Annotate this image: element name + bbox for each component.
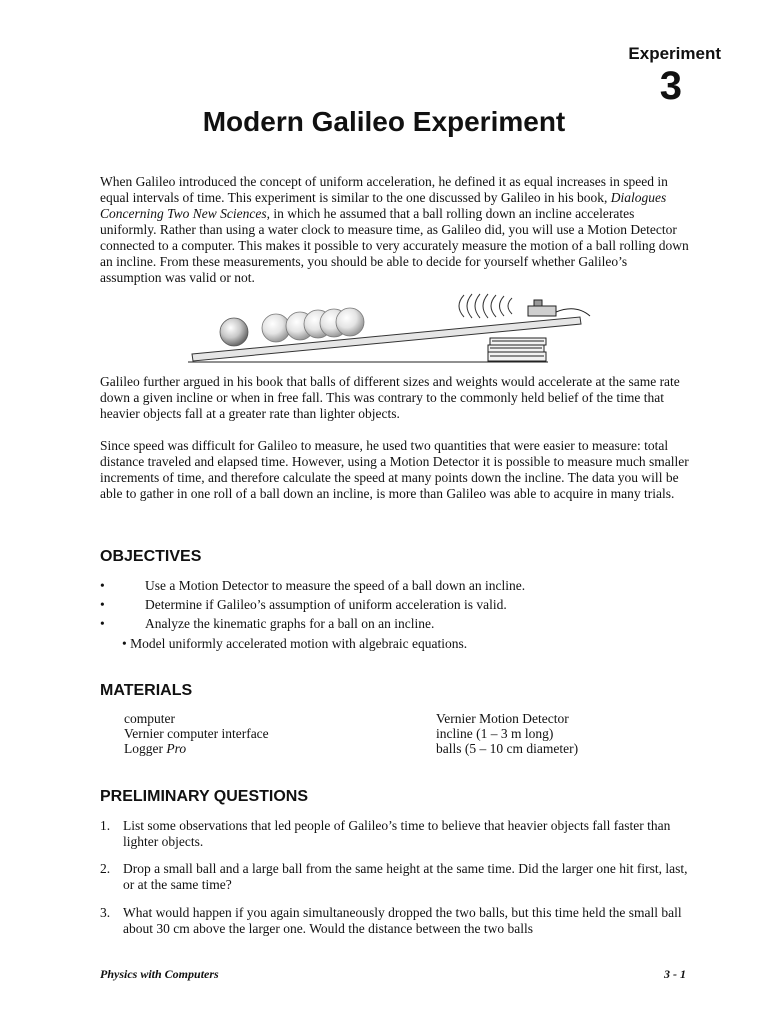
- bullet-glyph: •: [122, 636, 127, 651]
- question-text: What would happen if you again simultaneously dropped the two balls, but this time held the small ball about 30 cm above the larger one. Would the distance between the two balls: [123, 905, 682, 936]
- bullet-glyph: •: [100, 597, 105, 612]
- material-item: computer: [124, 711, 175, 726]
- objective-text: Model uniformly accelerated motion with algebraic equations.: [130, 636, 468, 651]
- question-text: Drop a small ball and a large ball from the same height at the same time. Did the larger one hit first, last, or at the same time?: [123, 861, 688, 892]
- objectives-heading: OBJECTIVES: [100, 548, 202, 565]
- footer-page-number: 3 - 1: [664, 967, 686, 981]
- question-number: 1.: [100, 818, 111, 833]
- intro-paragraph-3: Since speed was difficult for Galileo to measure, he used two quantities that were easier to measure: total distance traveled and elapsed time. However, using a Motion Detector it is possible to measure much smaller increments of time, and therefore calculate the speed at many points down the incline. The data you will be able to gather in one roll of a ball down an incline, is more than Galileo was able to acquire in many trials.: [100, 438, 689, 501]
- book-stack: [488, 338, 546, 361]
- page-title: Modern Galileo Experiment: [202, 106, 566, 137]
- question-number: 3.: [100, 905, 111, 920]
- question-number: 2.: [100, 861, 111, 876]
- incline-figure: [188, 290, 598, 366]
- bullet-glyph: •: [100, 578, 105, 593]
- material-item: Vernier Motion Detector: [436, 711, 569, 726]
- experiment-label: Experiment: [628, 44, 721, 63]
- materials-heading: MATERIALS: [100, 682, 193, 699]
- material-item: incline (1 – 3 m long): [436, 726, 554, 741]
- material-item: Logger Pro: [124, 741, 187, 756]
- material-item: Vernier computer interface: [124, 726, 269, 741]
- experiment-number: 3: [659, 64, 682, 108]
- objective-text: Determine if Galileo’s assumption of uniform acceleration is valid.: [145, 597, 507, 612]
- objective-item: [122, 636, 467, 652]
- objective-text: Analyze the kinematic graphs for a ball on an incline.: [145, 616, 435, 631]
- motion-detector: [528, 300, 590, 316]
- intro-paragraph-1: When Galileo introduced the concept of uniform acceleration, he defined it as equal increases in speed in equal intervals of time. This experiment is similar to the one discussed by Galileo in his book, Dialogues Concerning Two New Sciences, in which he assumed that a ball rolling down an incline accelerates uniformly. Rather than using a water clock to measure time, as Galileo did, you will use a Motion Detector connected to a computer. This makes it possible to very accurately measure the motion of a ball rolling down an incline. From these measurements, you should be able to decide for yourself whether Galileo’s assumption was valid or not.: [100, 174, 689, 285]
- bullet-glyph: •: [100, 616, 105, 631]
- intro-paragraph-2: Galileo further argued in his book that balls of different sizes and weights would accelerate at the same rate down a given incline or when in free fall. This was contrary to the commonly held belief of the time that heavier objects fall at a greater rate than lighter objects.: [100, 374, 680, 421]
- preliminary-questions-heading: PRELIMINARY QUESTIONS: [100, 788, 309, 805]
- ball: [336, 308, 364, 336]
- question-text: List some observations that led people of Galileo’s time to believe that heavier objects fall faster than lighter objects.: [123, 818, 671, 849]
- ball: [220, 318, 248, 346]
- footer-book-title: Physics with Computers: [100, 967, 219, 981]
- sound-waves: [459, 294, 512, 318]
- objective-text: Use a Motion Detector to measure the speed of a ball down an incline.: [145, 578, 526, 593]
- material-item: balls (5 – 10 cm diameter): [436, 741, 579, 756]
